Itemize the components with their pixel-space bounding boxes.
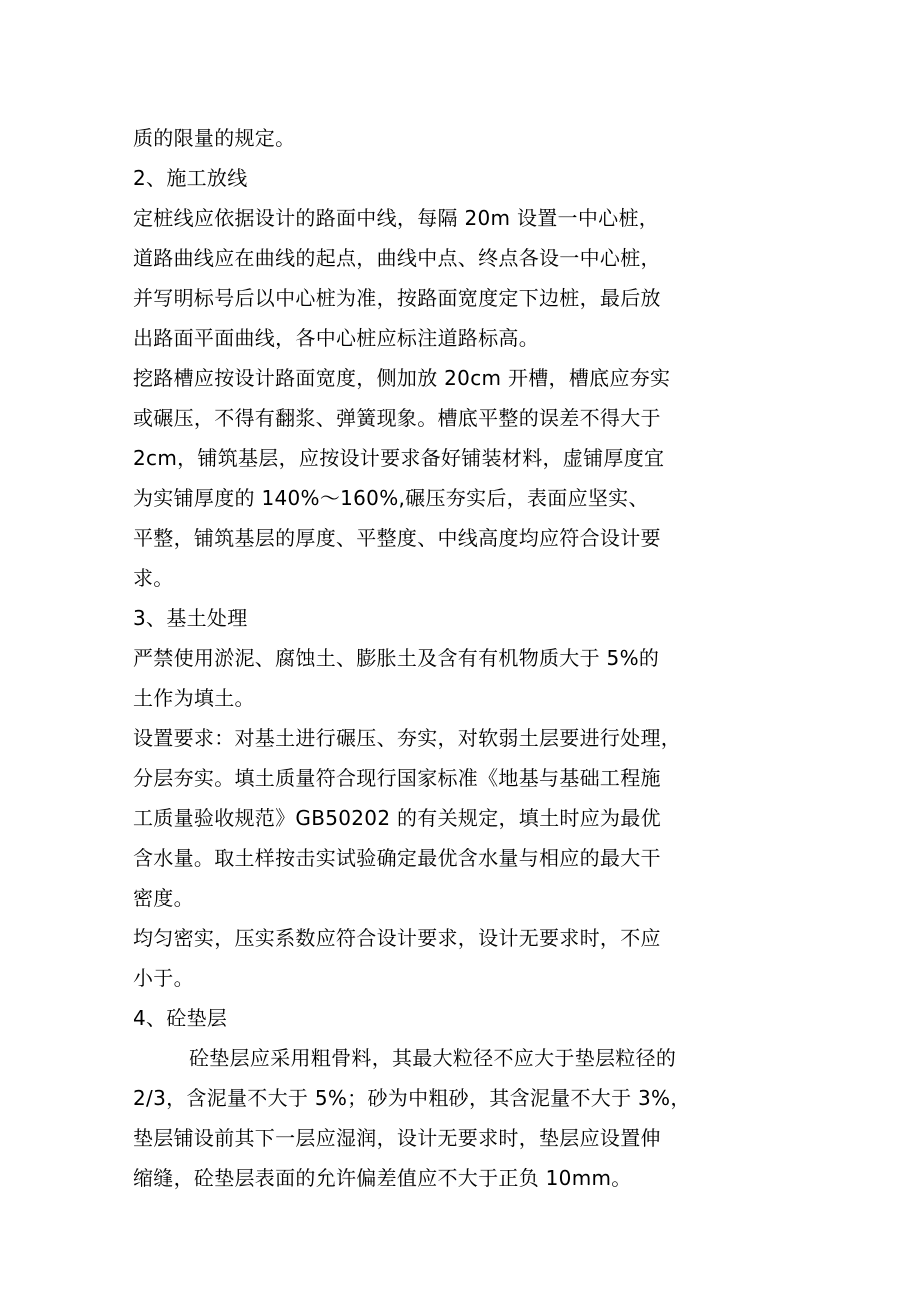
text-line: 密度。 — [133, 886, 194, 910]
section-heading: 3、基土处理 — [133, 606, 248, 630]
text-line: 道路曲线应在曲线的起点，曲线中点、终点各设一中心桩， — [133, 246, 661, 270]
text-line: 2cm，铺筑基层，应按设计要求备好铺装材料，虚铺厚度宜 — [133, 446, 665, 470]
text-line: 设置要求：对基土进行碾压、夯实，对软弱土层要进行处理， — [133, 726, 682, 750]
text-line: 定桩线应依据设计的路面中线，每隔 20m 设置一中心桩， — [133, 206, 660, 230]
text-line: 求。 — [133, 566, 174, 590]
text-line: 出路面平面曲线，各中心桩应标注道路标高。 — [133, 326, 539, 350]
text-line: 为实铺厚度的 140%～160%,碾压夯实后，表面应坚实、 — [133, 486, 649, 510]
text-line: 工质量验收规范》GB50202 的有关规定，填土时应为最优 — [133, 806, 661, 830]
text-line: 均匀密实，压实系数应符合设计要求，设计无要求时，不应 — [133, 926, 661, 950]
text-line: 分层夯实。填土质量符合现行国家标准《地基与基础工程施 — [133, 766, 661, 790]
text-line: 挖路槽应按设计路面宽度，侧加放 20cm 开槽，槽底应夯实 — [133, 366, 671, 390]
text-line: 砼垫层应采用粗骨料，其最大粒径不应大于垫层粒径的 — [189, 1046, 677, 1070]
text-line: 缩缝，砼垫层表面的允许偏差值应不大于正负 10mm。 — [133, 1166, 632, 1190]
text-line: 含水量。取土样按击实试验确定最优含水量与相应的最大干 — [133, 846, 661, 870]
section-heading: 2、施工放线 — [133, 166, 248, 190]
text-line: 并写明标号后以中心桩为准，按路面宽度定下边桩，最后放 — [133, 286, 661, 310]
text-line: 垫层铺设前其下一层应湿润，设计无要求时，垫层应设置伸 — [133, 1126, 661, 1150]
text-line: 或碾压，不得有翻浆、弹簧现象。槽底平整的误差不得大于 — [133, 406, 661, 430]
text-line: 严禁使用淤泥、腐蚀土、膨胀土及含有有机物质大于 5%的 — [133, 646, 660, 670]
text-line: 质的限量的规定。 — [133, 126, 296, 150]
text-line: 小于。 — [133, 966, 194, 990]
text-line: 2/3，含泥量不大于 5%；砂为中粗砂，其含泥量不大于 3%， — [133, 1086, 691, 1110]
section-heading: 4、砼垫层 — [133, 1006, 228, 1030]
text-line: 平整，铺筑基层的厚度、平整度、中线高度均应符合设计要 — [133, 526, 661, 550]
text-line: 土作为填土。 — [133, 686, 255, 710]
